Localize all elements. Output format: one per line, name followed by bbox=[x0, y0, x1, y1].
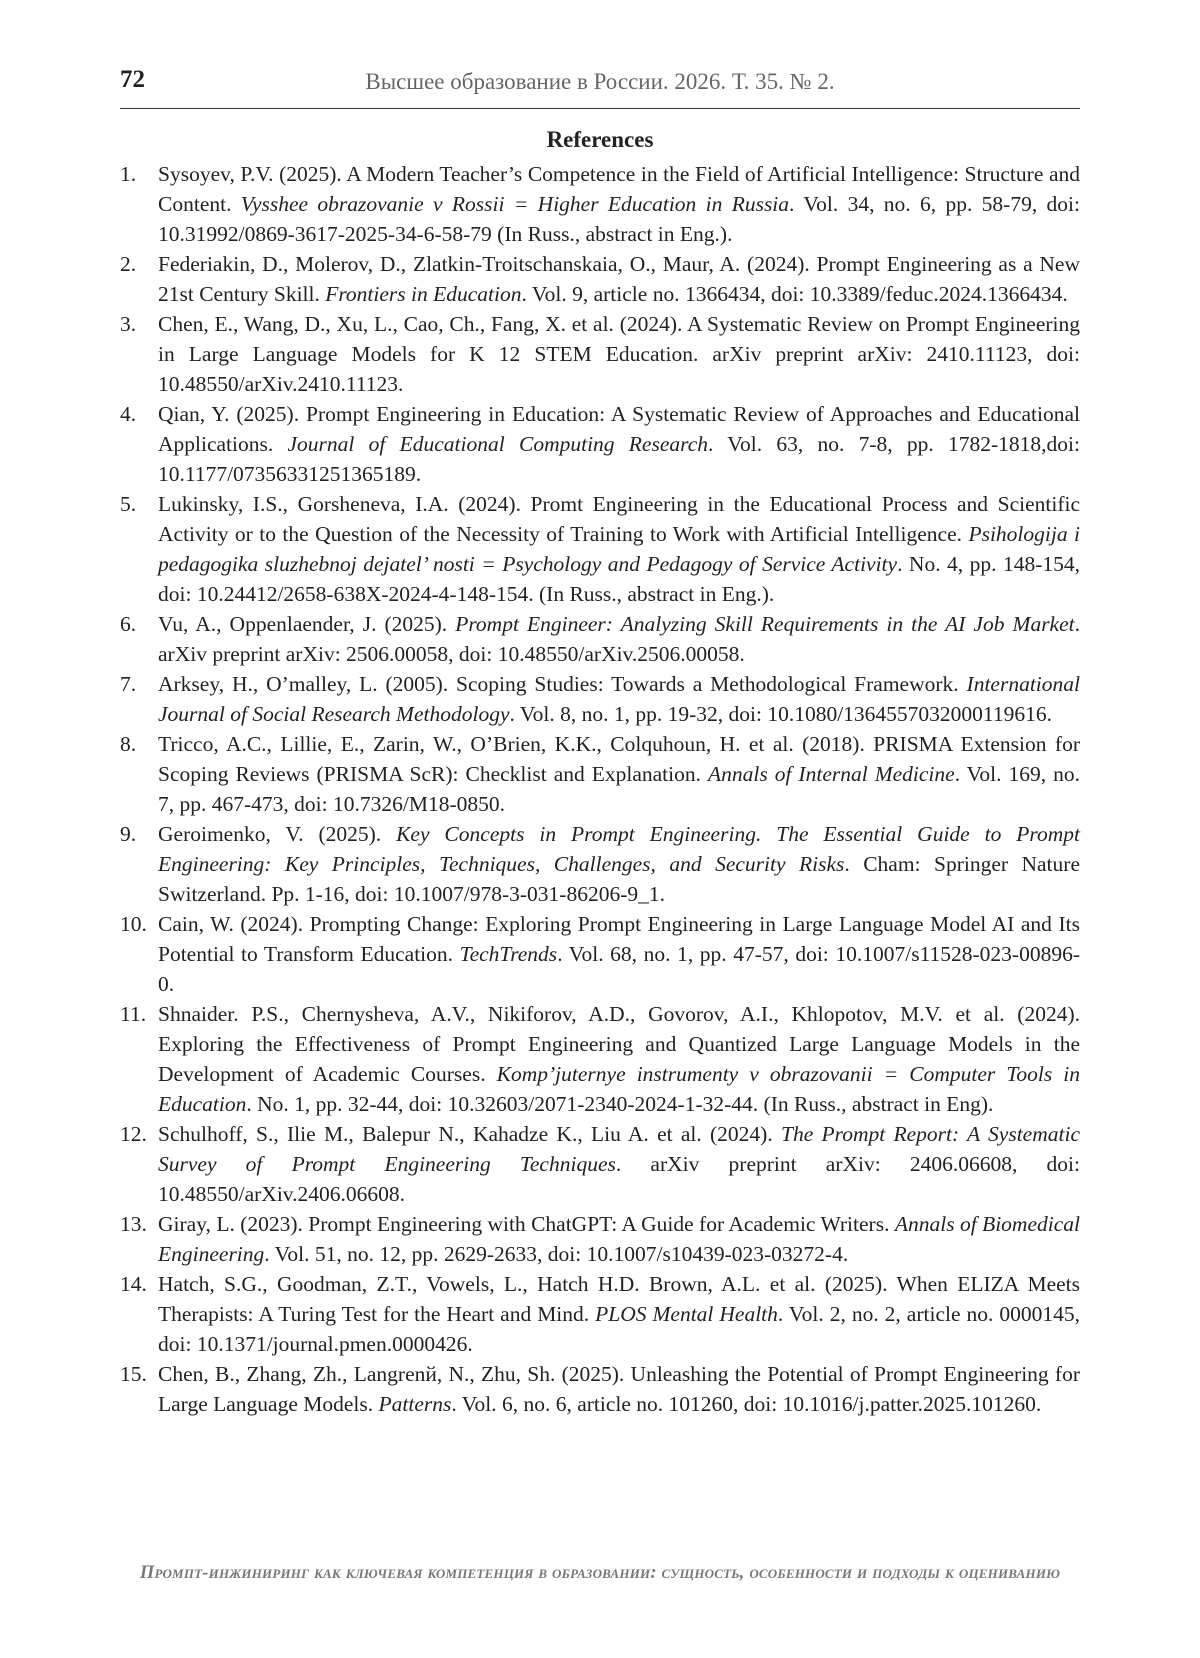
reference-item bbox=[120, 669, 1080, 729]
reference-text: . Vol. 9, article no. 1366434, doi: 10.3389/feduc.2024.1366434. bbox=[521, 282, 1068, 306]
reference-source-title: Frontiers in Education bbox=[325, 282, 522, 306]
reference-source-title: TechTrends bbox=[459, 942, 558, 966]
reference-text: . Vol. 34, no. 6, pp. 58-79, doi: 10.31992/0869-3617-2025-34-6-58-79 (In Russ., abstract in Eng.). bbox=[158, 192, 1080, 246]
reference-text: . No. 4, pp. 148-154, doi: 10.24412/2658-638X-2024-4-148-154. (In Russ., abstract in Eng.). bbox=[158, 552, 1080, 606]
reference-source-title: Komp’juternye instrumenty v obrazovanii = Computer Tools in Education bbox=[158, 1062, 1080, 1116]
reference-number: 1. bbox=[120, 162, 137, 186]
article-running-title: Промпт-инжиниринг как ключевая компетенция в образовании: сущность, особенности и подходы к оцениванию bbox=[139, 1563, 1061, 1583]
reference-number: 12. bbox=[120, 1122, 147, 1146]
journal-running-head: Высшее образование в России. 2026. Т. 35. № 2. bbox=[365, 69, 835, 94]
reference-text: Hatch, S.G., Goodman, Z.T., Vowels, L., Hatch H.D. Brown, A.L. et al. (2025). When ELIZA Meets Therapists: A Turing Test for the Heart and Mind. bbox=[158, 1272, 1080, 1326]
references-heading: References bbox=[546, 127, 654, 152]
reference-list bbox=[120, 159, 1080, 1419]
reference-text: Shnaider. P.S., Chernysheva, A.V., Nikiforov, A.D., Govorov, A.I., Khlopotov, M.V. et al. (2024). Exploring the Effectiveness of Prompt Engineering and Quantized Large Language Models in the Development of Academic Courses. bbox=[158, 1002, 1080, 1086]
reference-source-title: Annals of Internal Medicine bbox=[708, 762, 955, 786]
reference-number: 7. bbox=[120, 672, 137, 696]
reference-text: Sysoyev, P.V. (2025). A Modern Teacher’s Competence in the Field of Artificial Intelligence: Structure and Content. bbox=[158, 162, 1080, 216]
reference-text: Vu, A., Oppenlaender, J. (2025). bbox=[158, 612, 456, 636]
reference-source-title: Journal of Educational Computing Research bbox=[287, 432, 708, 456]
reference-item bbox=[120, 159, 1080, 249]
reference-source-title: International Journal of Social Research Methodology bbox=[158, 672, 1080, 726]
page-number: 72 bbox=[120, 66, 145, 93]
reference-text: Qian, Y. (2025). Prompt Engineering in Education: A Systematic Review of Approaches and Educational Applications. bbox=[158, 402, 1080, 456]
reference-item bbox=[120, 1359, 1080, 1419]
reference-text: . Vol. 8, no. 1, pp. 19-32, doi: 10.1080/1364557032000119616. bbox=[509, 702, 1052, 726]
reference-number: 14. bbox=[120, 1272, 147, 1296]
reference-item bbox=[120, 249, 1080, 309]
reference-item bbox=[120, 729, 1080, 819]
reference-item bbox=[120, 1209, 1080, 1269]
reference-source-title: Prompt Engineer: Analyzing Skill Requirements in the AI Job Market bbox=[455, 612, 1075, 636]
reference-number: 11. bbox=[120, 1002, 147, 1026]
reference-source-title: Patterns bbox=[378, 1392, 452, 1416]
reference-source-title: PLOS Mental Health bbox=[595, 1302, 778, 1326]
reference-text: . Vol. 68, no. 1, pp. 47-57, doi: 10.1007/s11528-023-00896-0. bbox=[158, 942, 1080, 996]
reference-number: 13. bbox=[120, 1212, 147, 1236]
reference-number: 3. bbox=[120, 312, 137, 336]
reference-source-title: Key Concepts in Prompt Engineering. The Essential Guide to Prompt Engineering: Key Principles, Techniques, Challenges, and Security Risks bbox=[158, 822, 1081, 876]
reference-item bbox=[120, 489, 1080, 609]
reference-text: . Vol. 2, no. 2, article no. 0000145, doi: 10.1371/journal.pmen.0000426. bbox=[158, 1302, 1080, 1356]
reference-item bbox=[120, 1119, 1080, 1209]
reference-item bbox=[120, 399, 1080, 489]
reference-number: 6. bbox=[120, 612, 137, 636]
reference-text: Schulhoff, S., Ilie M., Balepur N., Kahadze K., Liu A. et al. (2024). bbox=[158, 1122, 781, 1146]
reference-text: . arXiv preprint arXiv: 2506.00058, doi: 10.48550/arXiv.2506.00058. bbox=[158, 612, 1080, 666]
reference-number: 8. bbox=[120, 732, 137, 756]
reference-number: 2. bbox=[120, 252, 137, 276]
reference-text: . Vol. 6, no. 6, article no. 101260, doi: 10.1016/j.patter.2025.101260. bbox=[451, 1392, 1042, 1416]
reference-item bbox=[120, 609, 1080, 669]
reference-text: Arksey, H., O’malley, L. (2005). Scoping Studies: Towards a Methodological Framework. bbox=[158, 672, 967, 696]
reference-number: 4. bbox=[120, 402, 137, 426]
reference-number: 10. bbox=[120, 912, 147, 936]
reference-text: Giray, L. (2023). Prompt Engineering with ChatGPT: A Guide for Academic Writers. bbox=[158, 1212, 895, 1236]
reference-text: . Vol. 169, no. 7, pp. 467-473, doi: 10.7326/M18-0850. bbox=[158, 762, 1081, 816]
reference-number: 15. bbox=[120, 1362, 147, 1386]
reference-item bbox=[120, 909, 1080, 999]
reference-text: Tricco, A.C., Lillie, E., Zarin, W., O’Brien, K.K., Colquhoun, H. et al. (2018). PRISMA Extension for Scoping Reviews (PRISMA ScR): Checklist and Explanation. bbox=[158, 732, 1080, 786]
reference-item bbox=[120, 309, 1080, 399]
reference-item bbox=[120, 999, 1080, 1119]
reference-source-title: Psihologija i pedagogika sluzhebnoj dejatel’ nosti = Psychology and Pedagogy of Service Activity bbox=[158, 522, 1080, 576]
reference-text: Lukinsky, I.S., Gorsheneva, I.A. (2024). Promt Engineering in the Educational Process and Scientific Activity or to the Question of the Necessity of Training to Work with Artificial Intelligence. bbox=[158, 492, 1080, 546]
reference-number: 5. bbox=[120, 492, 137, 516]
reference-number: 9. bbox=[120, 822, 137, 846]
reference-text: Chen, E., Wang, D., Xu, L., Cao, Ch., Fang, X. et al. (2024). A Systematic Review on Prompt Engineering in Large Language Models for K 12 STEM Education. arXiv preprint arXiv: 2410.11123, doi: 10.48550/arXiv.2410.11123. bbox=[158, 312, 1080, 396]
reference-item bbox=[120, 819, 1080, 909]
reference-text: . No. 1, pp. 32-44, doi: 10.32603/2071-2340-2024-1-32-44. (In Russ., abstract in Eng). bbox=[246, 1092, 994, 1116]
reference-text: Federiakin, D., Molerov, D., Zlatkin-Troitschanskaia, O., Maur, A. (2024). Prompt Engineering as a New 21st Century Skill. bbox=[158, 252, 1080, 306]
reference-item bbox=[120, 1269, 1080, 1359]
reference-text: Cain, W. (2024). Prompting Change: Exploring Prompt Engineering in Large Language Model AI and Its Potential to Transform Education. bbox=[158, 912, 1080, 966]
reference-text: . Vol. 51, no. 12, pp. 2629-2633, doi: 10.1007/s10439-023-03272-4. bbox=[264, 1242, 849, 1266]
reference-text: Geroimenko, V. (2025). bbox=[158, 822, 397, 846]
reference-source-title: Vysshee obrazovanie v Rossii = Higher Education in Russia bbox=[240, 192, 790, 216]
reference-text: Chen, B., Zhang, Zh., Langrenй, N., Zhu, Sh. (2025). Unleashing the Potential of Prompt Engineering for Large Language Models. bbox=[158, 1362, 1080, 1416]
reference-source-title: The Prompt Report: A Systematic Survey of Prompt Engineering Techniques bbox=[158, 1122, 1080, 1176]
reference-text: . Vol. 63, no. 7-8, pp. 1782-1818,doi: 10.1177/07356331251365189. bbox=[158, 432, 1081, 486]
reference-source-title: Annals of Biomedical Engineering bbox=[158, 1212, 1080, 1266]
reference-text: . Cham: Springer Nature Switzerland. Pp. 1-16, doi: 10.1007/978-3-031-86206-9_1. bbox=[158, 852, 1080, 906]
page-header bbox=[120, 60, 1080, 109]
reference-text: . arXiv preprint arXiv: 2406.06608, doi: 10.48550/arXiv.2406.06608. bbox=[158, 1152, 1080, 1206]
